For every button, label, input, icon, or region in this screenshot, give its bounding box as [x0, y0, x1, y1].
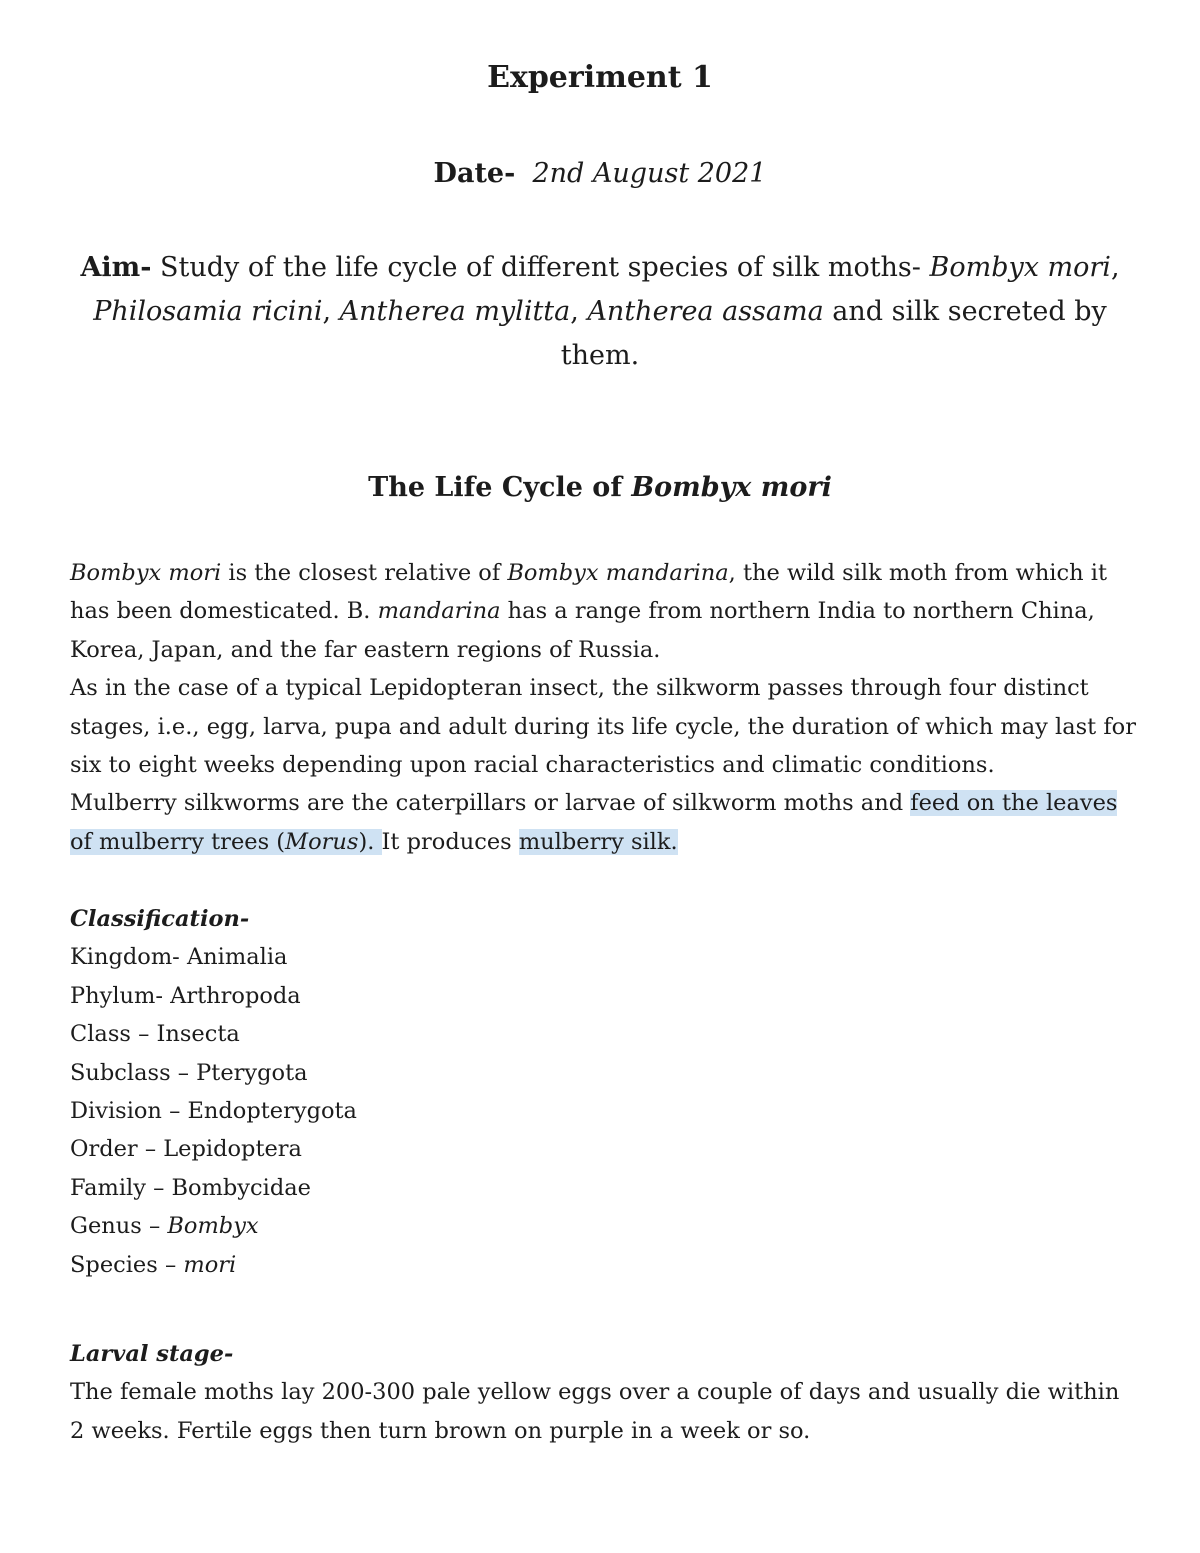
- aim-sep: ,: [322, 296, 340, 327]
- classification-species: [70, 1246, 1140, 1284]
- classification-item: Phylum- Arthropoda: [70, 982, 301, 1009]
- aim-paragraph: [70, 246, 1130, 378]
- heading-species: Bombyx mori: [631, 472, 832, 503]
- rank-value: mori: [183, 1251, 237, 1278]
- classification-item: Class – Insecta: [70, 1021, 240, 1048]
- aim-species: Antherea assama: [587, 296, 824, 327]
- aim-sep: ,: [570, 296, 588, 327]
- species-name: Bombyx mori: [70, 560, 222, 586]
- classification-item: Division – Endopterygota: [70, 1098, 357, 1125]
- classification-item: Kingdom- Animalia: [70, 944, 288, 971]
- species-name: mandarina: [377, 598, 501, 625]
- body-text: , the wild silk moth from which it has been domesticated. B.: [70, 560, 1107, 625]
- heading-text: The Life Cycle of: [368, 472, 632, 503]
- aim-text: Study of the life cycle of different species of silk moths-: [151, 252, 930, 283]
- aim-species: Philosamia ricini: [93, 296, 323, 327]
- aim-sep: ,: [1110, 252, 1120, 283]
- classification-section: [70, 900, 1140, 1284]
- date-label: Date-: [433, 158, 516, 189]
- classification-item: Order – Lepidoptera: [70, 1136, 302, 1163]
- body-text: Mulberry silkworms are the caterpillars or larvae of silkworm moths and: [70, 790, 911, 817]
- body-text: is the closest relative of: [221, 560, 508, 586]
- larval-paragraph: The female moths lay 200-300 pale yellow eggs over a couple of days and usually die within 2 weeks. Fertile eggs then turn brown on purple in a week or so.: [70, 1379, 1120, 1444]
- intro-paragraph-3: [70, 784, 1140, 861]
- species-name: Bombyx mandarina: [507, 560, 729, 586]
- date-value: 2nd August 2021: [532, 158, 767, 189]
- classification-label: Classification-: [70, 906, 250, 932]
- aim-text: and silk secreted by them.: [560, 296, 1107, 371]
- section-heading: [0, 468, 1200, 508]
- classification-genus: [70, 1207, 1140, 1245]
- date-line: [0, 154, 1200, 194]
- classification-item: Family – Bombycidae: [70, 1174, 311, 1201]
- page-title: Experiment 1: [487, 60, 713, 95]
- aim-species: Antherea mylitta: [339, 296, 571, 327]
- larval-section: [70, 1335, 1140, 1450]
- genus-name: Morus: [285, 828, 359, 855]
- larval-label: Larval stage-: [70, 1341, 234, 1367]
- classification-item: Subclass – Pterygota: [70, 1059, 308, 1086]
- intro-paragraph-1: [70, 554, 1140, 669]
- highlighted-text: mulberry silk.: [518, 828, 678, 855]
- aim-label: Aim-: [80, 252, 152, 283]
- intro-paragraph-2: As in the case of a typical Lepidopteran insect, the silkworm passes through four distinct stages, i.e., egg, larva, pupa and adult during its life cycle, the duration of which may last for six to eight weeks depending upon racial characteristics and climatic conditions.: [70, 675, 1136, 779]
- rank-label: Genus –: [70, 1213, 168, 1240]
- intro-paragraphs: [70, 554, 1140, 861]
- body-text: ).: [358, 828, 382, 855]
- aim-species: Bombyx mori: [929, 252, 1111, 283]
- body-text: It produces: [381, 828, 519, 855]
- body-text: has a range from northern India to northern China, Korea, Japan, and the far eastern regions of Russia.: [70, 598, 1095, 663]
- body-text: feed on the leaves of mulberry trees (: [70, 790, 1118, 855]
- rank-label: Species –: [70, 1251, 184, 1278]
- rank-value: Bombyx: [167, 1213, 259, 1240]
